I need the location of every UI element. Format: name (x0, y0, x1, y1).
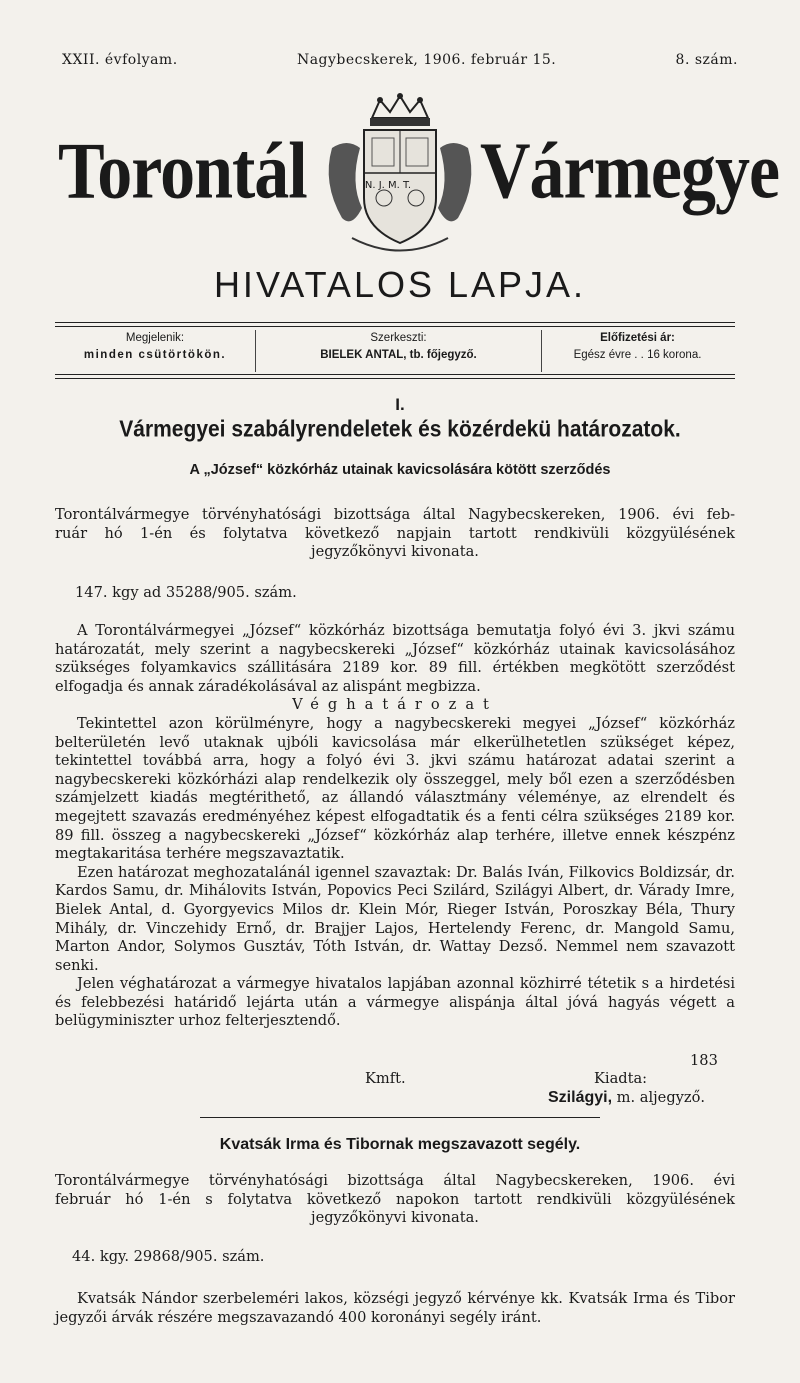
kiadta: Kiadta: (594, 1070, 648, 1087)
rule-top-2 (55, 326, 735, 327)
article2-ref: 44. kgy. 29868/905. szám. (72, 1248, 265, 1265)
rule-bottom-2 (55, 378, 735, 379)
article1-intro: Torontálvármegye törvényhatósági bizottsága által Nagybecskereken, 1906. évi feb- ruár hó 1-én és folytatva következő napjain tartott rendkivüli közgyülésének jegyzőkönyvi kivonata. (55, 506, 735, 561)
kmft: Kmft. (365, 1070, 406, 1087)
issue-number: 8. szám. (675, 52, 738, 68)
section-title: Vármegyei szabályrendeletek és közérdekü határozatok. (119, 416, 681, 443)
info-appears: Megjelenik: minden csütörtökön. (83, 332, 227, 361)
crest-text: N. J. M. T. (364, 180, 412, 191)
coat-of-arms-icon (312, 88, 488, 263)
masthead (0, 80, 800, 265)
section-number: I. (395, 395, 405, 414)
article1-body: A Torontálvármegyei „József“ közkórház bizottsága bemutatja folyó évi 3. jkvi számu határozatát, mely szerint a nagybecskereki „József“ közkórház utainak kavicsolásához szükséges folyamkavics szállitására 2189 kor. 89 fill. értékben megkötött szerződést elfogadja és annak záradékolásával az alispánt megbizza. Véghatározat Tekintettel azon körülményre, hogy a nagybecskereki megyei „József“ közkórház belterületén levő utaknak ujbóli kavicsolása már elkerülhetetlen szükséget képez, tekintettel továbbá arra, hogy a folyó évi 3. jkvi számu határozat adatai szerint a nagybecskereki közkórházi alap rendelkezik oly összeggel, mely ből ezen a szerződésben számjelzett kiadás megtérithető, az állandó választmány véleménye, az elrendelt és megejtett szavazás eredményéhez képest elfogadtatik és a fenti célra szükséges 2189 kor. 89 fill. összeg a nagybecskereki „József“ közkórház alap terhére, illetve ennek készpénz megtakaritása terhére megszavaztatik. Ezen határozat meghozatalánál igennel szavaztak: Dr. Balás Iván, Filkovics Boldizsár, dr. Kardos Samu, dr. Mihálovits István, Popovics Peci Szilárd, Szilágyi Albert, dr. Várady Imre, Bielek Antal, d. Gyorgyevics Milos dr. Klein Mór, Rieger István, Poroszkay Béla, Thury Mihály, dr. Vinczehidy Ernő, dr. Brajjer Lajos, Hertelendy Ferenc, dr. Mangold Samu, Marton Andor, Solymos Gusztáv, Tóth István, dr. Wattay Dezső. Nemmel nem szavazott senki. Jelen véghatározat a vármegye hivatalos lapjában azonnal közhirré tétetik s a hirdetési és felebbezési határidő lejárta után a vármegye alispánja által jóvá hagyás végett a belügyminiszter urhoz felterjesztendő. (55, 622, 735, 1030)
footnote-number: 183 (690, 1052, 718, 1069)
rule-bottom (55, 374, 735, 375)
place-date: Nagybecskerek, 1906. február 15. (296, 52, 557, 68)
masthead-right-word: Vármegye (480, 127, 780, 216)
info-editor: Szerkeszti: BIELEK ANTAL, tb. főjegyző. (255, 330, 542, 372)
info-subscription: Előfizetési ár: Egész évre . . 16 korona. (573, 332, 702, 361)
article2-intro: Torontálvármegye törvényhatósági bizottsága által Nagybecskereken, 1906. évi február hó 1-én s folytatva következő napokon tartott rendkivüli közgyülésének jegyzőkönyvi kivonata. (55, 1172, 735, 1227)
volume: XXII. évfolyam. (62, 52, 178, 68)
article2-title: Kvatsák Irma és Tibornak megszavazott segély. (219, 1136, 581, 1153)
article1-ref: 147. kgy ad 35288/905. szám. (75, 584, 297, 601)
article1-title: A „József“ közkórház utainak kavicsolására kötött szerződés (189, 462, 611, 478)
publication-info (55, 330, 735, 374)
issue-header (62, 52, 738, 72)
signature: Szilágyi, m. aljegyző. (548, 1089, 706, 1106)
masthead-left-word: Torontál (58, 127, 307, 216)
article2-body: Kvatsák Nándor szerbeleméri lakos, községi jegyző kérvénye kk. Kvatsák Irma és Tibor jegyzői árvák részére megszavazandó 400 koronányi segély iránt. (55, 1290, 735, 1326)
masthead-subtitle: HIVATALOS LAPJA. (213, 264, 587, 305)
article-divider (200, 1117, 600, 1118)
rule-top (55, 322, 735, 323)
